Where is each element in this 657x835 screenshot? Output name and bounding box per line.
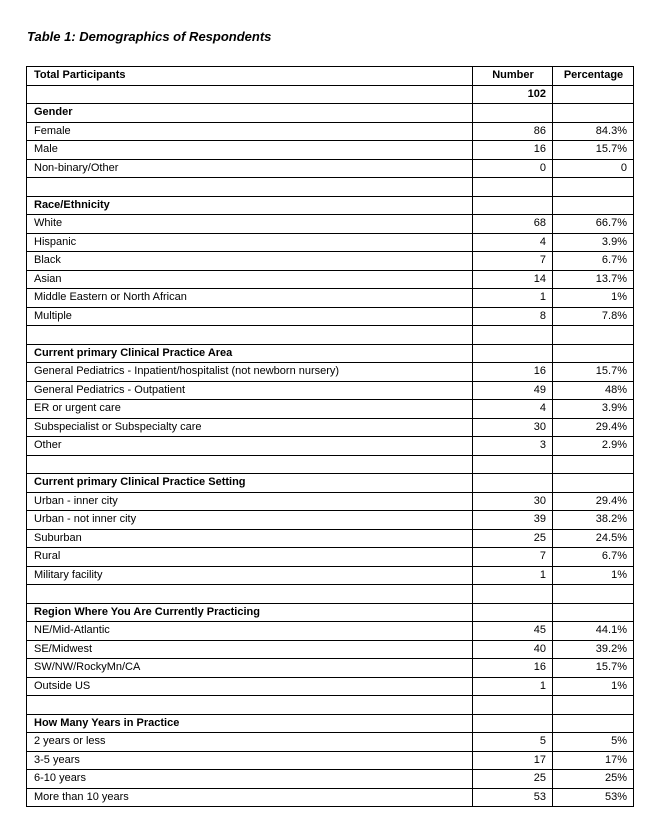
row-number: 1 (473, 677, 553, 696)
table-row (27, 307, 634, 326)
spacer-cell (473, 178, 553, 197)
row-percentage: 6.7% (553, 548, 634, 567)
table-row (27, 751, 634, 770)
row-percentage: 44.1% (553, 622, 634, 641)
row-number: 4 (473, 233, 553, 252)
table-row (27, 122, 634, 141)
section-percentage-cell (553, 603, 634, 622)
section-title: How Many Years in Practice (27, 714, 473, 733)
row-label: NE/Mid-Atlantic (27, 622, 473, 641)
row-number: 49 (473, 381, 553, 400)
row-percentage: 7.8% (553, 307, 634, 326)
row-percentage: 53% (553, 788, 634, 807)
section-number-cell (473, 603, 553, 622)
row-label: Urban - not inner city (27, 511, 473, 530)
table-row (27, 233, 634, 252)
row-number: 39 (473, 511, 553, 530)
row-number: 16 (473, 659, 553, 678)
row-label: Non-binary/Other (27, 159, 473, 178)
row-percentage: 3.9% (553, 400, 634, 419)
row-number: 8 (473, 307, 553, 326)
table-row (27, 770, 634, 789)
table-row (27, 529, 634, 548)
row-number: 53 (473, 788, 553, 807)
table-row (27, 677, 634, 696)
row-number: 3 (473, 437, 553, 456)
row-number: 30 (473, 418, 553, 437)
section-title: Region Where You Are Currently Practicing (27, 603, 473, 622)
row-percentage: 15.7% (553, 363, 634, 382)
table-row (27, 659, 634, 678)
spacer-cell (473, 455, 553, 474)
row-label: Middle Eastern or North African (27, 289, 473, 308)
row-label: Military facility (27, 566, 473, 585)
row-label: Female (27, 122, 473, 141)
table-row (27, 566, 634, 585)
row-percentage: 1% (553, 566, 634, 585)
section-title: Race/Ethnicity (27, 196, 473, 215)
total-row (27, 85, 634, 104)
row-percentage: 13.7% (553, 270, 634, 289)
section-percentage-cell (553, 196, 634, 215)
section-percentage-cell (553, 714, 634, 733)
table-row (27, 622, 634, 641)
spacer-cell (473, 585, 553, 604)
demographics-table (26, 66, 634, 807)
row-label: Outside US (27, 677, 473, 696)
row-label: White (27, 215, 473, 234)
spacer-cell (553, 178, 634, 197)
row-number: 25 (473, 529, 553, 548)
row-number: 30 (473, 492, 553, 511)
table-header-row (27, 67, 634, 86)
total-number: 102 (473, 85, 553, 104)
spacer-cell (27, 455, 473, 474)
spacer-cell (553, 326, 634, 345)
row-percentage: 29.4% (553, 492, 634, 511)
header-label: Total Participants (27, 67, 473, 86)
row-label: General Pediatrics - Inpatient/hospitalist (not newborn nursery) (27, 363, 473, 382)
spacer-cell (27, 326, 473, 345)
row-percentage: 39.2% (553, 640, 634, 659)
row-number: 0 (473, 159, 553, 178)
table-caption: Table 1: Demographics of Respondents (27, 29, 272, 44)
row-label: Urban - inner city (27, 492, 473, 511)
section-header-row (27, 714, 634, 733)
row-label: Subspecialist or Subspecialty care (27, 418, 473, 437)
row-number: 86 (473, 122, 553, 141)
table-row (27, 733, 634, 752)
row-percentage: 29.4% (553, 418, 634, 437)
table-row (27, 548, 634, 567)
row-percentage: 2.9% (553, 437, 634, 456)
row-number: 16 (473, 141, 553, 160)
table-row (27, 289, 634, 308)
table-row (27, 215, 634, 234)
row-number: 40 (473, 640, 553, 659)
section-number-cell (473, 344, 553, 363)
row-label: 2 years or less (27, 733, 473, 752)
row-number: 17 (473, 751, 553, 770)
row-label: General Pediatrics - Outpatient (27, 381, 473, 400)
row-label: More than 10 years (27, 788, 473, 807)
section-header-row (27, 344, 634, 363)
spacer-cell (553, 585, 634, 604)
section-title: Current primary Clinical Practice Area (27, 344, 473, 363)
row-percentage: 15.7% (553, 659, 634, 678)
table-row (27, 437, 634, 456)
row-label: Suburban (27, 529, 473, 548)
table-row (27, 270, 634, 289)
row-percentage: 3.9% (553, 233, 634, 252)
row-label: Male (27, 141, 473, 160)
spacer-row (27, 585, 634, 604)
section-number-cell (473, 474, 553, 493)
row-percentage: 15.7% (553, 141, 634, 160)
spacer-cell (27, 585, 473, 604)
spacer-cell (553, 696, 634, 715)
row-label: Multiple (27, 307, 473, 326)
table-row (27, 381, 634, 400)
row-label: Black (27, 252, 473, 271)
spacer-row (27, 178, 634, 197)
section-header-row (27, 196, 634, 215)
row-percentage: 0 (553, 159, 634, 178)
spacer-cell (553, 455, 634, 474)
row-number: 25 (473, 770, 553, 789)
table-row (27, 363, 634, 382)
row-label: Asian (27, 270, 473, 289)
total-percentage-cell (553, 85, 634, 104)
spacer-cell (473, 326, 553, 345)
header-percentage: Percentage (553, 67, 634, 86)
row-number: 1 (473, 289, 553, 308)
row-label: 3-5 years (27, 751, 473, 770)
row-number: 4 (473, 400, 553, 419)
total-label-cell (27, 85, 473, 104)
table-row (27, 159, 634, 178)
row-percentage: 6.7% (553, 252, 634, 271)
row-label: Hispanic (27, 233, 473, 252)
section-percentage-cell (553, 344, 634, 363)
table-row (27, 141, 634, 160)
row-label: ER or urgent care (27, 400, 473, 419)
section-number-cell (473, 104, 553, 123)
section-number-cell (473, 714, 553, 733)
row-percentage: 48% (553, 381, 634, 400)
spacer-row (27, 696, 634, 715)
spacer-cell (473, 696, 553, 715)
table-row (27, 511, 634, 530)
row-percentage: 1% (553, 289, 634, 308)
header-number: Number (473, 67, 553, 86)
row-percentage: 84.3% (553, 122, 634, 141)
spacer-cell (27, 696, 473, 715)
table-row (27, 788, 634, 807)
section-percentage-cell (553, 104, 634, 123)
section-header-row (27, 474, 634, 493)
section-header-row (27, 603, 634, 622)
row-number: 16 (473, 363, 553, 382)
section-title: Current primary Clinical Practice Setting (27, 474, 473, 493)
row-percentage: 24.5% (553, 529, 634, 548)
section-percentage-cell (553, 474, 634, 493)
row-percentage: 1% (553, 677, 634, 696)
row-percentage: 25% (553, 770, 634, 789)
row-number: 14 (473, 270, 553, 289)
table-row (27, 418, 634, 437)
section-header-row (27, 104, 634, 123)
table-row (27, 492, 634, 511)
section-title: Gender (27, 104, 473, 123)
row-percentage: 17% (553, 751, 634, 770)
row-number: 7 (473, 252, 553, 271)
row-label: Rural (27, 548, 473, 567)
row-label: 6-10 years (27, 770, 473, 789)
table-body (27, 67, 634, 807)
row-number: 5 (473, 733, 553, 752)
spacer-row (27, 326, 634, 345)
spacer-row (27, 455, 634, 474)
row-percentage: 66.7% (553, 215, 634, 234)
row-percentage: 5% (553, 733, 634, 752)
table-row (27, 400, 634, 419)
row-label: Other (27, 437, 473, 456)
row-label: SE/Midwest (27, 640, 473, 659)
row-number: 1 (473, 566, 553, 585)
spacer-cell (27, 178, 473, 197)
row-number: 68 (473, 215, 553, 234)
table-row (27, 640, 634, 659)
table-row (27, 252, 634, 271)
row-number: 7 (473, 548, 553, 567)
row-percentage: 38.2% (553, 511, 634, 530)
row-number: 45 (473, 622, 553, 641)
section-number-cell (473, 196, 553, 215)
row-label: SW/NW/RockyMn/CA (27, 659, 473, 678)
